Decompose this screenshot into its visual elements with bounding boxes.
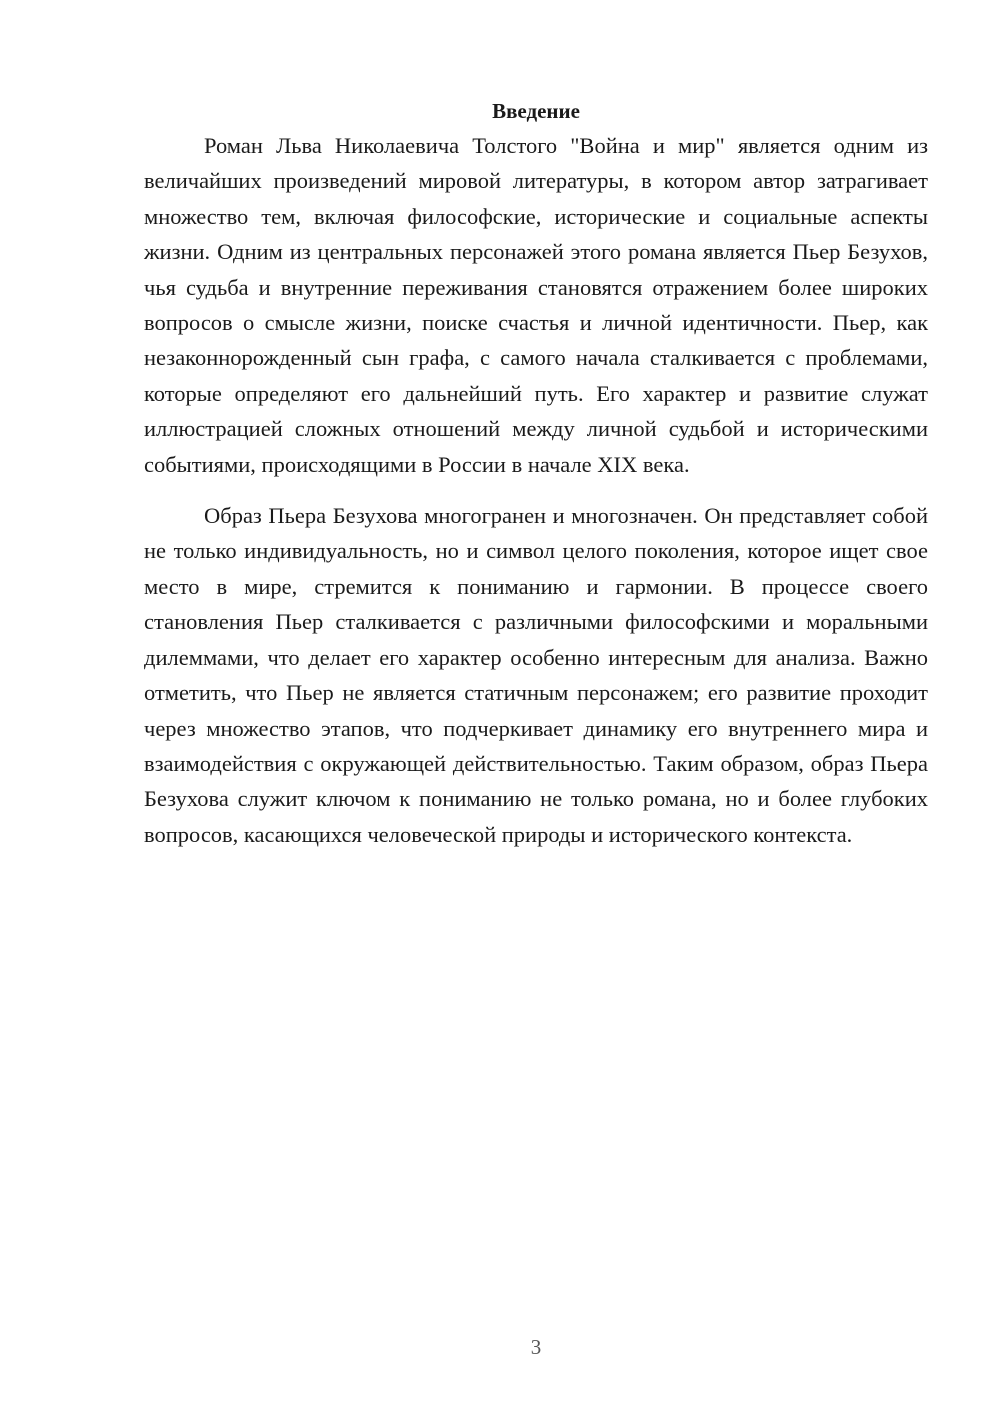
paragraph-1: Роман Льва Николаевича Толстого "Война и мир" является одним из величайших произведений мировой литературы, в котором автор затрагивает множество тем, включая философские, исторические и социальные аспекты жизни. Одним из центральных персонажей этого романа является Пьер Безухов, чья судьба и внутренние переживания становятся отражением более широких вопросов о смысле жизни, поиске счастья и личной идентичности. Пьер, как незаконнорожденный сын графа, с самого начала сталкивается с проблемами, которые определяют его дальнейший путь. Его характер и развитие служат иллюстрацией сложных отношений между личной судьбой и историческими событиями, происходящими в России в начале XIX века. bbox=[144, 133, 928, 477]
section-heading: Введение bbox=[492, 99, 580, 123]
page-content bbox=[144, 96, 928, 852]
paragraph-2: Образ Пьера Безухова многогранен и многозначен. Он представляет собой не только индивидуальность, но и символ целого поколения, которое ищет свое место в мире, стремится к пониманию и гармонии. В процессе своего становления Пьер сталкивается с различными философскими и моральными дилеммами, что делает его характер особенно интересным для анализа. Важно отметить, что Пьер не является статичным персонажем; его развитие проходит через множество этапов, что подчеркивает динамику его внутреннего мира и взаимодействия с окружающей действительностью. Таким образом, образ Пьера Безухова служит ключом к пониманию не только романа, но и более глубоких вопросов, касающихся человеческой природы и исторического контекста. bbox=[144, 503, 928, 847]
page-number: 3 bbox=[530, 1335, 542, 1359]
